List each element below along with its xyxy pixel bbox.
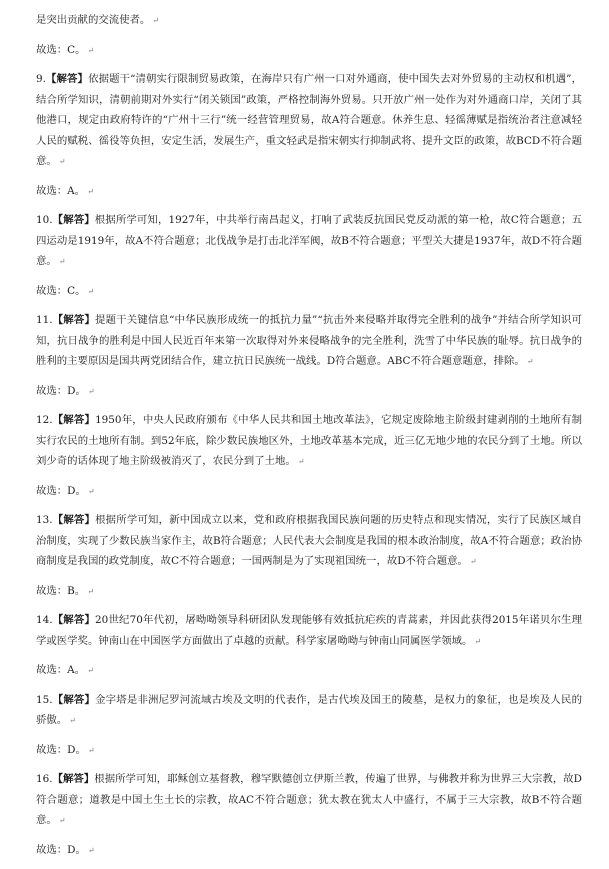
solution-paragraph-15: 15.【解答】金字塔是非洲尼罗河流域古埃及文明的代表作，是古代埃及国王的陵墓，是权力的象征，也是埃及人民的骄傲。 ↵ <box>36 693 583 726</box>
answer-line: 故选：A。 ↵ <box>36 664 94 676</box>
solution-paragraph-10: 10.【解答】根据所学可知，1927年，中共举行南昌起义，打响了武装反抗国民党反动派的第一枪，故C符合题意；五四运动是1919年，故A不符合题意；北伐战争是打击北洋军阀，故B不符合题意；平型关大捷是1937年，故D不符合题意。 ↵ <box>36 214 583 267</box>
answer-line: 故选：C。 ↵ <box>36 284 95 297</box>
answer-line: 故选：D。 ↵ <box>36 384 95 397</box>
answer-line: 故选：A。 ↵ <box>36 184 94 197</box>
answer-line: 故选：D。 ↵ <box>36 484 95 497</box>
solution-paragraph-13: 13.【解答】根据所学可知，新中国成立以来，党和政府根据我国民族问题的历史特点和现实情况，实行了民族区域自治制度，实现了少数民族当家作主，故B符合题意；人民代表大会制度是我国的根本政治制度，故A不符合题意；政治协商制度是我国的政党制度，故C不符合题意；一国两制是为了实现祖国统一，故D不符合题意。 ↵ <box>36 514 583 567</box>
answer-line: 故选：D。 ↵ <box>36 743 95 756</box>
document-page <box>36 10 582 869</box>
answer-line: 故选：C。 ↵ <box>36 43 95 56</box>
solution-paragraph-12: 12.【解答】1950年，中央人民政府颁布《中华人民共和国土地改革法》，它规定废除地主阶级封建剥削的土地所有制实行农民的土地所有制。到52年底，除少数民族地区外，土地改革基本完成，近三亿无地少地的农民分到了土地。所以刘少奇的话体现了地主阶级被消灭了，农民分到了土地。 ↵ <box>36 414 582 467</box>
solution-paragraph-9: 9.【解答】依据题干“清朝实行限制贸易政策，在海岸只有广州一口对外通商，使中国失去对外贸易的主动权和机遇”，结合所学知识，清朝前期对外实行“闭关锁国”政策，严格控制海外贸易。只开放广州一处作为对外通商口岸，关闭了其他港口，规定由政府特许的“广州十三行”统一经营管理贸易，故A符合题意。休养生息、轻徭薄赋是指统治者注意减轻人民的赋税、徭役等负担，安定生活，发展生产，重文轻武是指宋朝实行抑制武将、提升文臣的政策，故BCD不符合题意。 ↵ <box>36 73 583 167</box>
solution-paragraph-14: 14.【解答】20世纪70年代初，屠呦呦领导科研团队发现能够有效抵抗疟疾的青蒿素，并因此获得2015年诺贝尔生理学或医学奖。钟南山在中国医学方面做出了卓越的贡献。科学家屠呦呦与钟南山同属医学领域。 ↵ <box>36 614 582 647</box>
solution-paragraph-16: 16.【解答】根据所学可知，耶稣创立基督教，穆罕默德创立伊斯兰教，传遍了世界，与佛教并称为世界三大宗教，故D符合题意；道教是中国土生土长的宗教，故AC不符合题意；犹太教在犹太人中盛行，不属于三大宗教，故B不符合题意。 ↵ <box>36 773 583 826</box>
solution-paragraph-11: 11.【解答】提题干关键信息“中华民族形成统一的抵抗力量”“抗击外来侵略并取得完全胜利的战争”并结合所学知识可知，抗日战争的胜利是中国人民近百年来第一次取得对外来侵略战争的完全胜利，洗雪了中华民族的耻辱。抗日战争的胜利的主要原因是国共两党团结合作，建立抗日民族统一战线。D符合题意。ABC不符合题意题意，排除。 ↵ <box>36 314 583 367</box>
answer-line: 故选：B。 ↵ <box>36 584 94 597</box>
intro-tail-line: 是突出贡献的交流使者。 ↵ <box>36 14 159 26</box>
answer-line: 故选：D。 ↵ <box>36 843 95 856</box>
